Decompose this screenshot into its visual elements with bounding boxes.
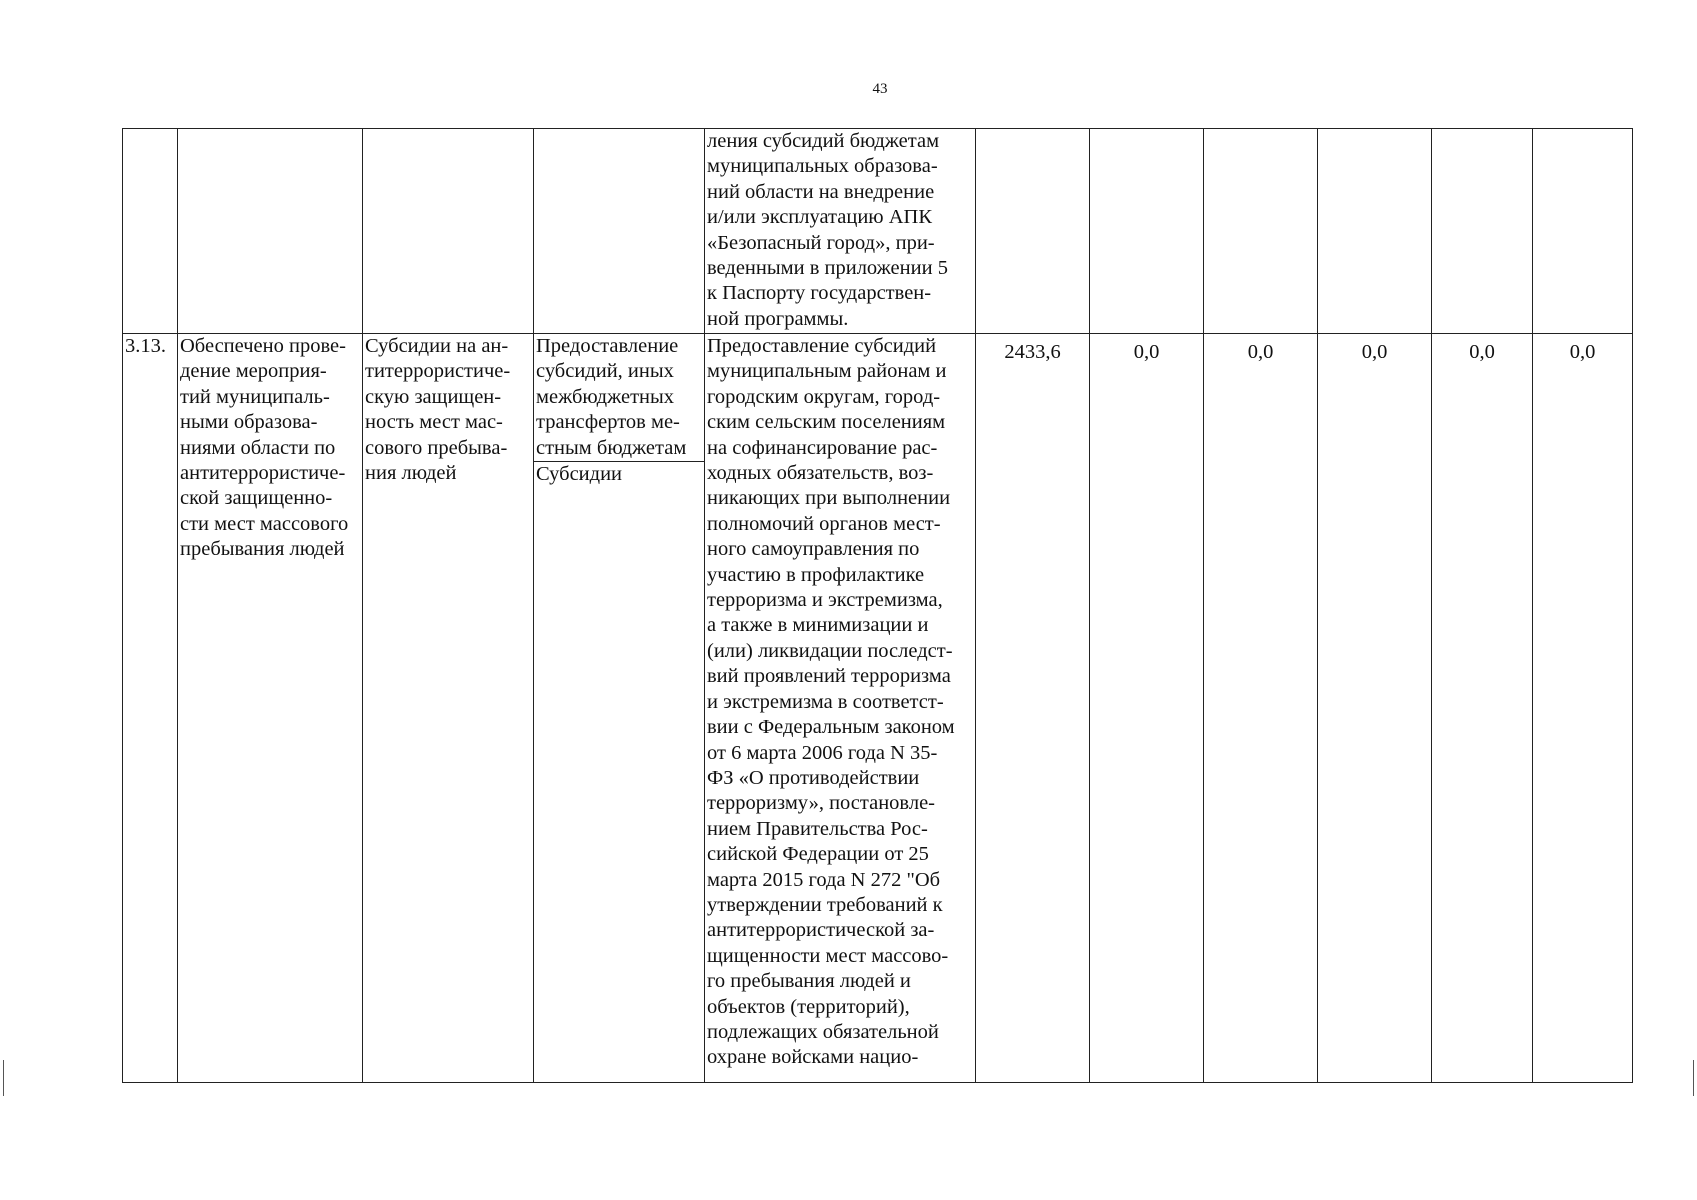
cell-row-number: 3.13. [123,334,178,1083]
transfer-type-bottom: Субсидии [534,461,704,487]
cell-empty [123,129,178,334]
cell-empty [363,129,534,334]
cell-result: Обеспечено прове- дение мероприя- тий муниципаль- ными образова- ниями области по антитеррористиче- ской защищенно- сти мест массового пребывания людей [178,334,363,1083]
cell-value-6: 0,0 [1533,334,1633,1083]
page-number: 43 [872,81,888,97]
program-table [122,128,1633,1083]
cell-empty [1090,129,1204,334]
cell-subsidy: Субсидии на ан- титеррористиче- скую защищен- ность мест мас- сового пребыва- ния людей [363,334,534,1083]
cell-description-continuation: ления субсидий бюджетам муниципальных образова- ний области на внедрение и/или эксплуатацию АПК «Безопасный город», при- веденными в приложении 5 к Паспорту государствен- ной программы. [705,129,976,334]
cell-value-5: 0,0 [1432,334,1533,1083]
cell-empty [1533,129,1633,334]
cell-value-4: 0,0 [1318,334,1432,1083]
scan-edge-mark-left [3,1060,4,1096]
cell-empty [178,129,363,334]
cell-empty [1318,129,1432,334]
cell-empty [1432,129,1533,334]
transfer-type-top: Предоставление субсидий, иных межбюджетных трансфертов ме- стным бюджетам [536,335,687,459]
cell-value-2: 0,0 [1090,334,1204,1083]
cell-value-3: 0,0 [1204,334,1318,1083]
table-row-3-13 [123,334,1633,1083]
cell-empty [534,129,705,334]
cell-empty [1204,129,1318,334]
cell-empty [976,129,1090,334]
cell-description: Предоставление субсидий муниципальным районам и городским округам, город- ским сельским поселениям на софинансирование рас- ходных обязательств, воз- никающих при выполнении полномочий органов мест- ного самоуправления по участию в профилактике терроризма и экстремизма, а также в минимизации и (или) ликвидации последст- вий проявлений терроризма и экстремизма в соответст- вии с Федеральным законом от 6 марта 2006 года N 35- ФЗ «О противодействии терроризму», постановле- нием Правительства Рос- сийской Федерации от 25 марта 2015 года N 272 "Об утверждении требований к антитеррористической за- щищенности мест массово- го пребывания людей и объектов (территорий), подлежащих обязательной охране войсками нацио- [705,334,976,1083]
table-row-continuation [123,129,1633,334]
cell-transfer-type [534,334,705,1083]
scan-edge-mark-right [1693,1060,1694,1096]
cell-value-1: 2433,6 [976,334,1090,1083]
